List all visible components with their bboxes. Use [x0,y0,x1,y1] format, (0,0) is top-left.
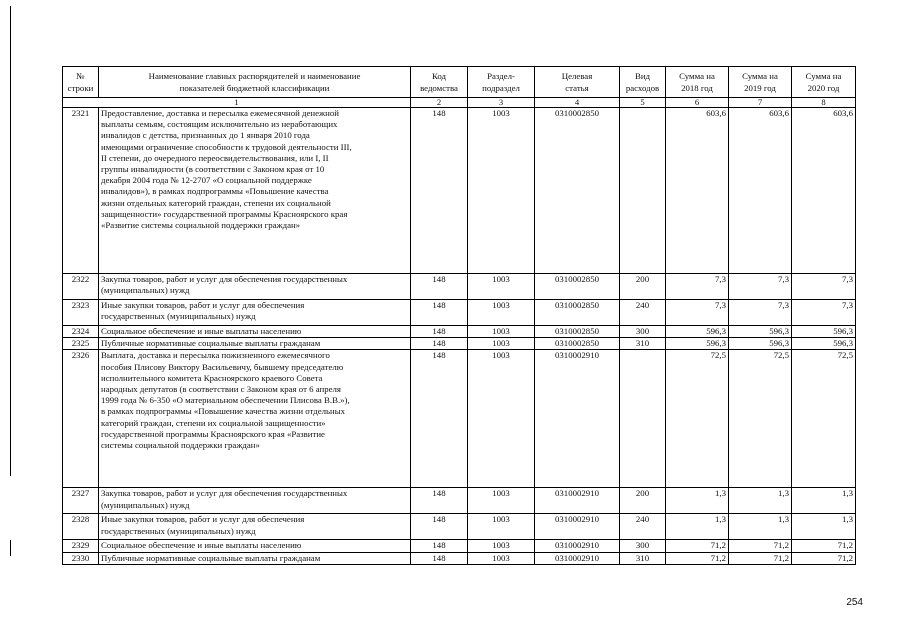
row-sum-2018: 7,3 [666,300,729,326]
left-margin-mark [10,540,11,556]
row-expense-type: 300 [620,326,666,338]
row-sum-2018: 72,5 [666,350,729,488]
row-number: 2323 [63,300,99,326]
row-dept-code: 148 [411,326,468,338]
column-number: 5 [620,98,666,108]
header-sum-2019: Сумма на 2019 год [729,67,792,98]
row-number: 2327 [63,488,99,514]
row-sum-2018: 7,3 [666,274,729,300]
table-row [63,274,856,300]
row-target: 0310002850 [535,274,620,300]
column-number: 1 [63,98,411,108]
row-sum-2019: 1,3 [729,514,792,540]
row-number: 2329 [63,540,99,552]
row-sum-2019: 72,5 [729,350,792,488]
row-name: Предоставление, доставка и пересылка ежемесячной денежной выплаты семьям, состоящим исключительно из неработающих инвалидов с детства, признанных до 1 января 2010 года имеющими ограничение способности к трудовой деятельности III, II степени, до очередного переосвидетельствования, или I, II группы инвалидности (в соответствии с Законом края от 10 декабря 2004 года № 12-2707 «О социальной поддержке инвалидов»), в рамках подпрограммы «Повышение качества жизни отдельных категорий граждан, степени их социальной защищенности» государственной программы Красноярского края «Развитие системы социальной поддержки граждан» [99,108,411,274]
row-sum-2019: 71,2 [729,552,792,564]
row-section: 1003 [468,552,535,564]
row-sum-2020: 596,3 [792,326,856,338]
row-name: Публичные нормативные социальные выплаты гражданам [99,552,411,564]
table-row [63,540,856,552]
table-row [63,300,856,326]
column-number: 2 [411,98,468,108]
row-dept-code: 148 [411,552,468,564]
header-expense-type: Вид расходов [620,67,666,98]
table-row [63,514,856,540]
row-sum-2019: 596,3 [729,338,792,350]
row-sum-2020: 72,5 [792,350,856,488]
row-target: 0310002910 [535,488,620,514]
row-expense-type: 240 [620,514,666,540]
left-margin-line [10,6,11,476]
row-sum-2018: 603,6 [666,108,729,274]
row-sum-2019: 7,3 [729,274,792,300]
row-sum-2020: 7,3 [792,300,856,326]
row-sum-2019: 1,3 [729,488,792,514]
row-name: Публичные нормативные социальные выплаты гражданам [99,338,411,350]
row-target: 0310002910 [535,540,620,552]
row-dept-code: 148 [411,338,468,350]
row-expense-type: 310 [620,552,666,564]
row-expense-type: 300 [620,540,666,552]
row-sum-2018: 596,3 [666,326,729,338]
row-sum-2020: 596,3 [792,338,856,350]
row-name: Закупка товаров, работ и услуг для обеспечения государственных (муниципальных) нужд [99,274,411,300]
row-sum-2020: 1,3 [792,488,856,514]
row-number: 2322 [63,274,99,300]
column-number: 8 [792,98,856,108]
row-section: 1003 [468,350,535,488]
row-sum-2018: 1,3 [666,514,729,540]
row-dept-code: 148 [411,488,468,514]
page-number: 254 [846,597,863,608]
column-number-row [63,98,856,108]
header-target: Целевая статья [535,67,620,98]
row-dept-code: 148 [411,108,468,274]
row-target: 0310002850 [535,326,620,338]
table-row [63,488,856,514]
row-dept-code: 148 [411,274,468,300]
header-dept-code: Код ведомства [411,67,468,98]
row-name: Выплата, доставка и пересылка пожизненного ежемесячного пособия Плисову Виктору Васильевичу, бывшему председателю исполнительного комитета Красноярского краевого Совета народных депутатов (в соответствии с Законом края от 6 апреля 1999 года № 6-350 «О материальном обеспечении Плисова В.В.»), в рамках подпрограммы «Повышение качества жизни отдельных категорий граждан, степени их социальной защищенности» государственной программы Красноярского края «Развитие системы социальной поддержки граждан» [99,350,411,488]
table-row [63,552,856,564]
row-target: 0310002910 [535,552,620,564]
row-section: 1003 [468,300,535,326]
column-number: 6 [666,98,729,108]
table-row [63,338,856,350]
row-number: 2325 [63,338,99,350]
row-sum-2018: 71,2 [666,552,729,564]
table-header-row [63,67,856,98]
row-dept-code: 148 [411,350,468,488]
row-sum-2019: 603,6 [729,108,792,274]
row-expense-type: 310 [620,338,666,350]
row-name: Социальное обеспечение и иные выплаты населению [99,540,411,552]
header-sum-2018: Сумма на 2018 год [666,67,729,98]
row-expense-type [620,350,666,488]
row-sum-2020: 71,2 [792,552,856,564]
header-name: Наименование главных распорядителей и наименование показателей бюджетной классификации [99,67,411,98]
row-sum-2018: 71,2 [666,540,729,552]
row-section: 1003 [468,338,535,350]
row-section: 1003 [468,488,535,514]
row-number: 2326 [63,350,99,488]
row-sum-2020: 7,3 [792,274,856,300]
row-sum-2018: 596,3 [666,338,729,350]
row-name: Иные закупки товаров, работ и услуг для обеспечения государственных (муниципальных) нужд [99,300,411,326]
row-section: 1003 [468,540,535,552]
row-name: Иные закупки товаров, работ и услуг для обеспечения государственных (муниципальных) нужд [99,514,411,540]
row-name: Закупка товаров, работ и услуг для обеспечения государственных (муниципальных) нужд [99,488,411,514]
row-number: 2324 [63,326,99,338]
row-target: 0310002850 [535,300,620,326]
row-number: 2328 [63,514,99,540]
table-row [63,326,856,338]
row-sum-2018: 1,3 [666,488,729,514]
row-expense-type [620,108,666,274]
row-sum-2019: 596,3 [729,326,792,338]
row-expense-type: 200 [620,488,666,514]
row-target: 0310002850 [535,108,620,274]
header-section: Раздел- подраздел [468,67,535,98]
row-dept-code: 148 [411,540,468,552]
row-section: 1003 [468,108,535,274]
budget-table [62,66,856,565]
row-expense-type: 200 [620,274,666,300]
row-sum-2020: 603,6 [792,108,856,274]
row-sum-2019: 71,2 [729,540,792,552]
row-target: 0310002850 [535,338,620,350]
row-section: 1003 [468,514,535,540]
row-section: 1003 [468,274,535,300]
row-dept-code: 148 [411,300,468,326]
column-number: 3 [468,98,535,108]
row-sum-2020: 1,3 [792,514,856,540]
table-row [63,350,856,488]
row-section: 1003 [468,326,535,338]
column-number: 7 [729,98,792,108]
header-row-number: № строки [63,67,99,98]
row-dept-code: 148 [411,514,468,540]
row-name: Социальное обеспечение и иные выплаты населению [99,326,411,338]
row-number: 2321 [63,108,99,274]
row-number: 2330 [63,552,99,564]
row-sum-2020: 71,2 [792,540,856,552]
table-row [63,108,856,274]
row-target: 0310002910 [535,514,620,540]
column-number: 4 [535,98,620,108]
header-sum-2020: Сумма на 2020 год [792,67,856,98]
row-expense-type: 240 [620,300,666,326]
row-target: 0310002910 [535,350,620,488]
row-sum-2019: 7,3 [729,300,792,326]
